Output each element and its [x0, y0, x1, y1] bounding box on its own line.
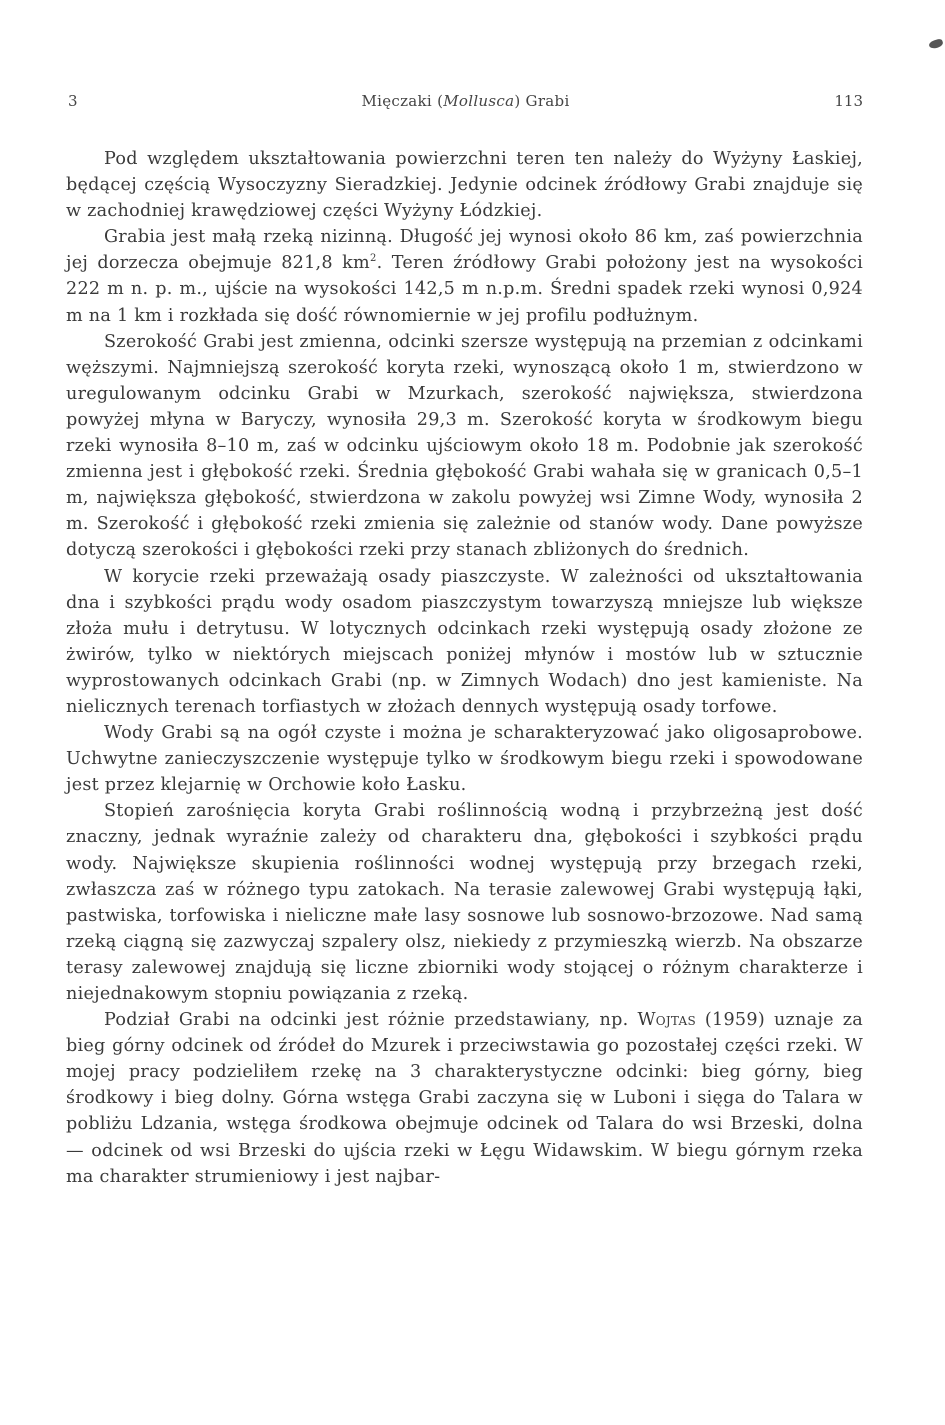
paragraph-river-length — [66, 224, 863, 328]
paragraph-water-quality: Wody Grabi są na ogół czyste i można je scharakteryzować jako oligosaprobowe. Uchwytne zanieczyszczenie występuje tylko w środkowym biegu rzeki i spowodowane jest przez klejarnię w Orchowie koło Łasku. — [66, 723, 863, 796]
paragraph-width-depth: Szerokość Grabi jest zmienna, odcinki szersze występują na przemian z odcinkami węższymi. Najmniejszą szerokość koryta rzeki, wynoszącą około 1 m, stwierdzono w uregulowanym odcinku Grabi w Mzurkach, szerokość największa, stwierdzona powyżej młyna w Baryczy, wynosiła 29,3 m. Szerokość koryta w środkowym biegu rzeki wynosiła 8–10 m, zaś w odcinku ujściowym około 18 m. Podobnie jak szerokość zmienna jest i głębokość rzeki. Średnia głębokość Grabi wahała się w granicach 0,5–1 m, największa głębokość, stwierdzona w zakolu powyżej wsi Zimne Wody, wynosiła 2 m. Szerokość i głębokość rzeki zmienia się zależnie od stanów wody. Dane powyższe dotyczą szerokości i głębokości rzeki przy stanach zbliżonych do średnich. — [66, 331, 863, 561]
superscript-two: 2 — [369, 253, 377, 265]
paragraph-vegetation: Stopień zarośnięcia koryta Grabi roślinnością wodną i przybrzeżną jest dość znaczny, jednak wyraźnie zależy od charakteru dna, głębokości i szybkości prądu wody. Największe skupienia roślinności wodnej występują przy brzegach rzeki, zwłaszcza zaś w różnego typu zatokach. Na terasie zalewowej Grabi występują łąki, pastwiska, torfowiska i nieliczne małe lasy sosnowe lub sosnowo-brzozowe. Nad samą rzeką ciągną się zazwyczaj szpalery olsz, niekiedy z przymieszką wierzb. Na obszarze terasy zalewowej znajdują się liczne zbiorniki wody stojącej o różnym charakterze i niejednakowym stopniu powiązania z rzeką. — [66, 801, 863, 1004]
section-number: 3 — [68, 92, 78, 110]
paragraph-sediments: W korycie rzeki przeważają osady piaszczyste. W zależności od ukształtowania dna i szybkości prądu wody osadom piaszczystym towarzyszą mniejsze lub większe złoża mułu i detrytusu. W lotycznych odcinkach rzeki występują osady złożone ze żwirów, tylko w niektórych miejscach poniżej młynów i mostów lub w sztucznie wyprostowanych odcinkach Grabi (np. w Zimnych Wodach) dno jest kamieniste. Na nielicznych terenach torfiastych w złożach dennych występują osady torfowe. — [66, 566, 863, 717]
paragraph-relief: Pod względem ukształtowania powierzchni teren ten należy do Wyżyny Łaskiej, będącej częścią Wysoczyzny Sieradzkiej. Jedynie odcinek źródłowy Grabi znajduje się w zachodniej krawędziowej części Wyżyny Łódzkiej. — [66, 149, 863, 222]
page-number: 113 — [834, 92, 863, 110]
author-citation: Wojtas — [637, 1010, 696, 1031]
paragraph-river-sections-part2: (1959) uznaje za bieg górny odcinek od źródeł do Mzurek i przeciwstawia go pozostałej części rzeki. W mojej pracy podzieliłem rzekę na 3 charakterystyczne odcinki: bieg górny, bieg środkowy i bieg dolny. Górna wstęga Grabi zaczyna się w Luboni i sięga do Talara w pobliżu Ldzania, wstęga środkowa obejmuje odcinek od Talara do wsi Brzeski, dolna — odcinek od wsi Brzeski do ujścia rzeki w Łęgu Widawskim. W biegu górnym rzeka ma charakter strumieniowy i jest najbar- — [66, 1010, 863, 1187]
body-text — [66, 146, 863, 1190]
paragraph-river-sections-part1: Podział Grabi na odcinki jest różnie przedstawiany, np. — [104, 1010, 638, 1031]
title-suffix: ) Grabi — [514, 92, 570, 110]
paragraph-river-length-part1: Grabia jest małą rzeką nizinną. Długość jej wynosi około 86 km, zaś powierzchnia jej dorzecza obejmuje 821,8 km — [66, 227, 863, 274]
running-header — [68, 92, 863, 114]
paragraph-river-length-part2: . Teren źródłowy Grabi położony jest na wysokości 222 m n. p. m., ujście na wysokości 142,5 m n.p.m. Średni spadek rzeki wynosi 0,924 m na 1 km i rozkłada się dość równomiernie w jej profilu podłużnym. — [66, 253, 863, 326]
running-title — [68, 92, 863, 110]
title-latin: Mollusca — [443, 92, 515, 110]
paragraph-river-sections — [66, 1007, 863, 1190]
title-prefix: Mięczaki ( — [361, 92, 444, 110]
ink-spot — [928, 38, 944, 50]
